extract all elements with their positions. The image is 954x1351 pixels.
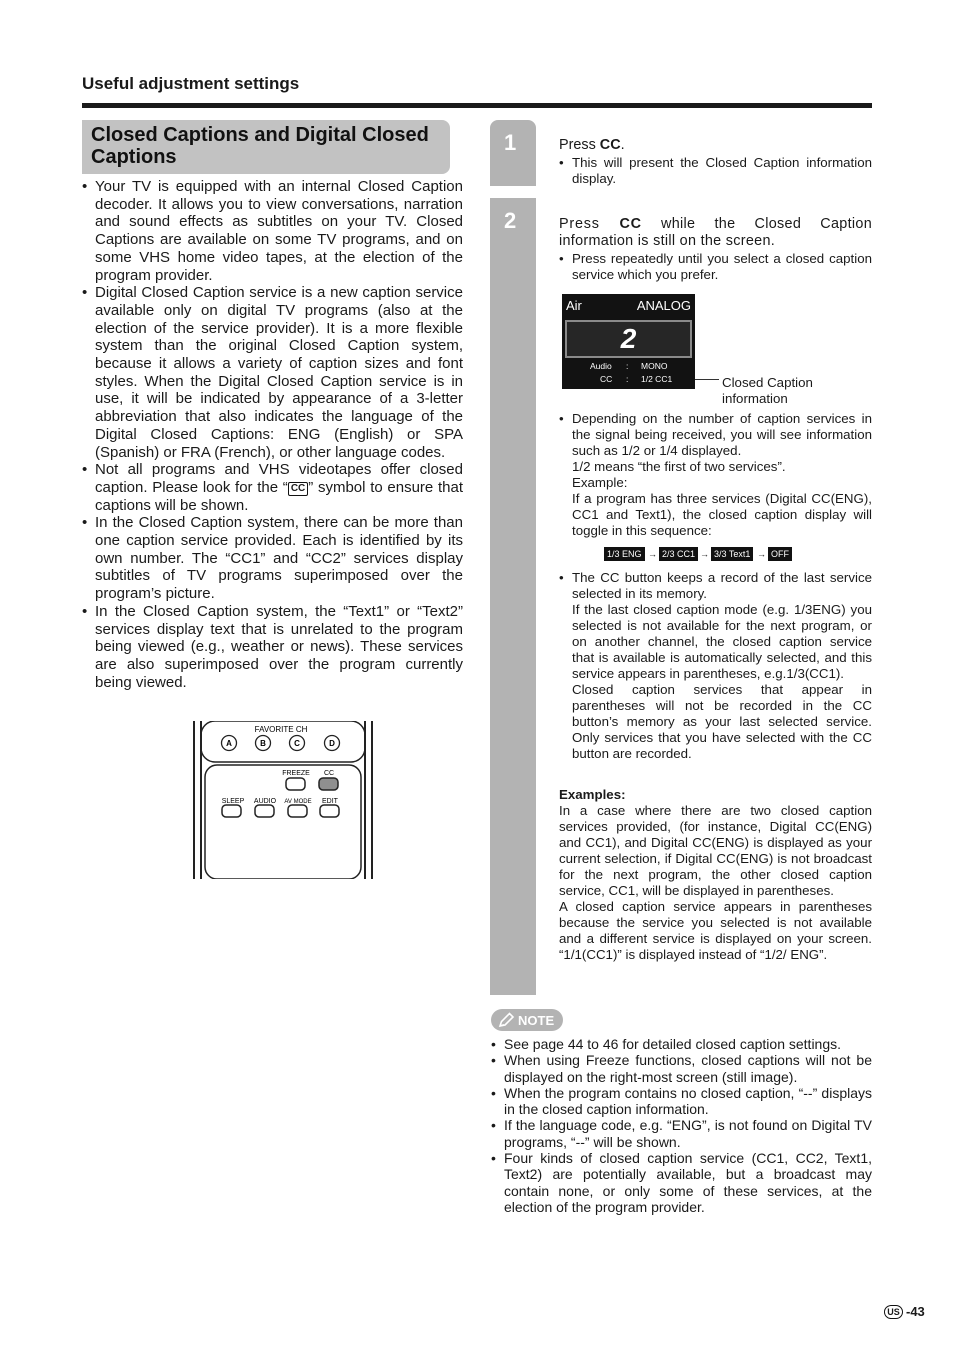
fav-c-label: C (294, 739, 300, 748)
sequence-step: OFF (768, 547, 792, 561)
sequence-step: 1/3 ENG (604, 547, 645, 561)
av-mode-button[interactable] (288, 805, 307, 817)
memory-line: • The CC button keeps a record of the last service selected in its memory. (572, 570, 872, 601)
cc-note-text: Not all programs and VHS videotapes offer closed caption. Please look for the “ (95, 461, 463, 496)
fav-button-a[interactable] (222, 736, 237, 751)
region-badge: US (884, 1305, 903, 1319)
examples-paragraph: A closed caption service appears in parentheses because the service you selected is not available and a different service is displayed on your screen. “1/1(CC1)” is displayed instead of “1/2/ ENG”. (559, 899, 872, 962)
pencil-icon (498, 1012, 515, 1028)
page-number: -43 (906, 1304, 925, 1319)
step-1-notes (559, 155, 872, 187)
depending-line: Example: (572, 475, 628, 490)
step-1-end: . (620, 137, 625, 153)
freeze-label: FREEZE (282, 770, 310, 777)
sleep-label: SLEEP (221, 798, 245, 805)
list-item: • In the Closed Caption system, the “Text1” or “Text2” services display text that is unrelated to the program being viewed (e.g., weather or news). These services are also superimposed over the program currently being viewed. (82, 603, 463, 692)
colon: : (626, 374, 629, 384)
title-box (82, 120, 450, 174)
step-1-number: 1 (504, 130, 517, 155)
list-item: • When using Freeze functions, closed captions will not be displayed on the right-most screen (still image). (491, 1052, 872, 1085)
list-item: • Your TV is equipped with an internal Closed Caption decoder. It allows you to view conversations, narration and sound effects as subtitles on your TV. Closed Captions are available on some TV programs, and on some VHS home video tapes, at the election of the program provider. (82, 178, 463, 284)
note-list (491, 1036, 872, 1215)
colon: : (626, 361, 629, 371)
depending-line: • Depending on the number of caption services in the signal being received, you will see information such as 1/2 or 1/4 displayed. (572, 411, 872, 458)
fav-b-label: B (260, 739, 266, 748)
analog-label: ANALOG (636, 298, 691, 313)
section-heading: Useful adjustment settings (82, 74, 300, 93)
fav-button-c[interactable] (290, 736, 305, 751)
sequence-arrow: → (648, 549, 657, 559)
list-item (559, 570, 872, 762)
sequence-step: 2/3 CC1 (659, 547, 698, 561)
fav-a-label: A (226, 739, 232, 748)
list-item (82, 461, 463, 514)
header-rule (82, 103, 872, 108)
step-1-instruction (559, 137, 872, 154)
examples-paragraph: In a case where there are two closed caption services provided, (for instance, Digital CC(ENG) and CC1), and Digital CC(ENG) is displayed as your current selection, if Digital CC(ENG) is not broadcast for the next program, the other closed caption service, CC1, will be displayed in parentheses. (559, 803, 872, 898)
audio-label: Audio (590, 361, 612, 371)
channel-box (565, 320, 692, 358)
list-item: • In the Closed Caption system, there can be more than one caption service provided. Each is identified by its own number. The “CC1” and “CC2” services display subtitles of TV programs superimposed over the program’s picture. (82, 514, 463, 603)
cc-symbol-icon: CC (288, 482, 308, 496)
callout-line (695, 379, 719, 380)
favorite-ch-label: FAVORITE CH (254, 725, 308, 734)
audio-button[interactable] (255, 805, 274, 817)
cc-label: CC (323, 770, 335, 777)
depending-line: 1/2 means “the first of two services”. (572, 459, 786, 474)
edit-button[interactable] (320, 805, 339, 817)
fav-button-b[interactable] (256, 736, 271, 751)
list-item: • When the program contains no closed caption, “--” displays in the closed caption information. (491, 1085, 872, 1118)
intro-bullets (82, 178, 463, 691)
step-separator (490, 186, 536, 198)
audio-label: AUDIO (253, 798, 277, 805)
step-bar (490, 120, 536, 995)
edit-label: EDIT (322, 798, 338, 805)
av-mode-label: AV MODE (284, 799, 312, 805)
examples-heading: Examples: (559, 787, 626, 802)
note-badge (491, 1009, 563, 1031)
step-2-notes (559, 251, 872, 283)
examples-body (559, 803, 872, 963)
cc-key: CC (599, 137, 621, 153)
fav-button-d[interactable] (325, 736, 340, 751)
remote-illustration (193, 721, 373, 879)
sleep-button[interactable] (222, 805, 241, 817)
list-item (559, 411, 872, 539)
sequence-step: 3/3 Text1 (711, 547, 753, 561)
list-item: • Press repeatedly until you select a closed caption service which you prefer. (559, 251, 872, 283)
sequence-arrow: → (700, 549, 709, 559)
memory-line: Closed caption services that appear in parentheses will not be recorded in the CC button’s memory as your last selected service. Only services that you have selected with the CC button are recorded. (572, 682, 872, 761)
step-2-instruction (559, 216, 872, 249)
sequence-arrow: → (757, 549, 766, 559)
cc-note-text-end: ” symbol to ensure that captions will be shown. (95, 478, 463, 514)
step-2-press: Press (559, 216, 620, 232)
depending-notes (559, 411, 872, 539)
list-item: • Digital Closed Caption service is a new caption service available only on digital TV programs (also at the election of the service provider). It is a more flexible system than the original Closed Caption system, because it allows a variety of caption sizes and font styles. When the Digital Closed Caption service is in use, it will be indicated by appearance of a 3-letter abbreviation that also indicates the language of the Digital Closed Captions: ENG (English) or SPA (Spanish) or FRA (French), or other language codes. (82, 284, 463, 461)
fav-d-label: D (329, 739, 335, 748)
audio-value: MONO (641, 361, 668, 371)
list-item: • If the language code, e.g. “ENG”, is not found on Digital TV programs, “--” will be shown. (491, 1117, 872, 1150)
cc-key: CC (619, 216, 642, 232)
note-label: NOTE (518, 1013, 555, 1028)
freeze-button[interactable] (286, 778, 305, 790)
air-label: Air (566, 298, 582, 313)
depending-line: If a program has three services (Digital CC(ENG), CC1 and Text1), the closed caption display will toggle in this sequence: (572, 491, 872, 538)
cc-label: CC (600, 374, 613, 384)
callout-label: Closed Caption information (722, 375, 813, 406)
step-2-rest: while the Closed Caption information is still on the screen. (559, 216, 872, 249)
list-item: • This will present the Closed Caption information display. (559, 155, 872, 187)
channel-number: 2 (620, 323, 637, 354)
page-title: Closed Captions and Digital Closed Captions (91, 124, 429, 168)
step-1-press: Press (559, 137, 600, 153)
cc-button[interactable] (319, 778, 338, 790)
memory-line: If the last closed caption mode (e.g. 1/3ENG) you selected is not available for the next program, or on another channel, the closed caption service that is available is automatically selected, and this service appears in parentheses, e.g.1/3(CC1). (572, 602, 872, 681)
cc-value: 1/2 CC1 (641, 374, 673, 384)
list-item: • See page 44 to 46 for detailed closed caption settings. (491, 1036, 872, 1052)
memory-notes (559, 570, 872, 762)
list-item: • Four kinds of closed caption service (CC1, CC2, Text1, Text2) are potentially available, but a broadcast may contain none, or only some of these services, at the election of the program provider. (491, 1150, 872, 1215)
step-2-number: 2 (504, 208, 517, 233)
